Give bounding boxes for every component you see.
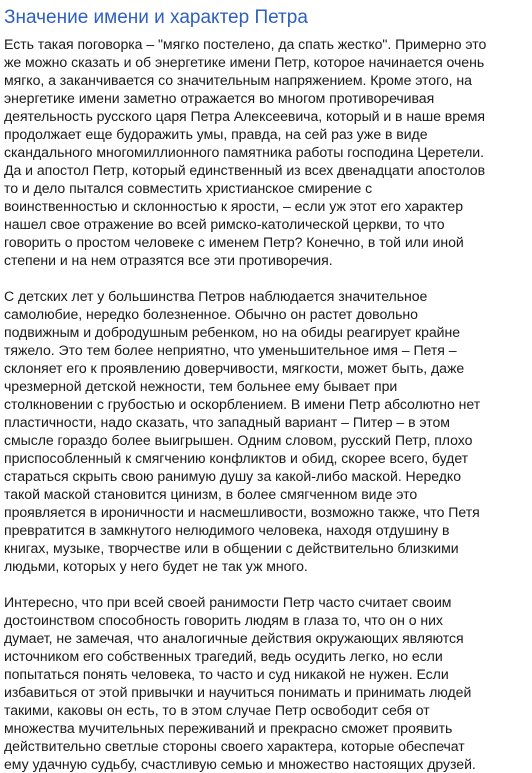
paragraph-line: воинственностью и склонностью к ярости, – если уж этот его характер [4, 198, 463, 214]
paragraph-line: приспособленный к смягчению конфликтов и обид, скорее всего, будет [4, 450, 469, 466]
paragraph-line: Да и апостол Петр, который единственный из всех двенадцати апостолов [4, 162, 486, 178]
paragraph-line: подвижным и добродушным ребенком, но на обиды реагирует крайне [4, 324, 461, 340]
article [4, 6, 526, 773]
paragraph-line: книгах, музыке, творчестве или в общении с действительно близкими [4, 540, 459, 556]
paragraph-line: энергетике имени заметно отражается во многом противоречивая [4, 90, 435, 106]
paragraph-line: действительно светлые стороны своего характера, которые обеспечат [4, 738, 465, 754]
paragraph-line: степени и на нем отразятся все эти противоречия. [4, 252, 333, 268]
paragraph-line: источником его собственных трагедий, ведь осудить легко, но если [4, 648, 443, 664]
paragraph-line: людьми, которых у него будет не так уж много. [4, 558, 308, 574]
paragraph-line: пластичности, надо сказать, что западный вариант – Питер – в этом [4, 414, 450, 430]
paragraph-line: попытаться понять человека, то часто и суд никакой не нужен. Если [4, 666, 449, 682]
paragraph-line: С детских лет у большинства Петров наблюдается значительное [4, 288, 428, 304]
paragraph-line: продолжает еще будоражить умы, правда, на сей раз уже в виде [4, 126, 428, 142]
paragraph-line: Интересно, что при всей своей ранимости Петр часто считает своим [4, 594, 452, 610]
article-paragraph-2 [4, 287, 526, 575]
paragraph-line: чрезмерной детской нежности, тем больнее ему бывает при [4, 378, 398, 394]
paragraph-line: такими, каковы он есть, то в этом случае Петр освободит себя от [4, 702, 430, 718]
paragraph-line: Есть такая поговорка – "мягко постелено, да спать жестко". Примерно это [4, 36, 487, 52]
paragraph-line: избавиться от этой привычки и научиться понимать и принимать людей [4, 684, 472, 700]
paragraph-line: мягко, а заканчивается со значительным напряжением. Кроме этого, на [4, 72, 472, 88]
paragraph-line: склоняет его к проявлению доверчивости, мягкости, может быть, даже [4, 360, 465, 376]
paragraph-line: смысле гораздо более выигрышен. Одним словом, русский Петр, плохо [4, 432, 473, 448]
paragraph-line: самолюбие, нередко болезненное. Обычно он растет довольно [4, 306, 418, 322]
paragraph-line: деятельность русского царя Петра Алексеевича, который и в наше время [4, 108, 485, 124]
paragraph-line: множества мучительных переживаний и прекрасно сможет проявить [4, 720, 453, 736]
article-title: Значение имени и характер Петра [4, 7, 308, 28]
paragraph-line: говорить о простом человеке с именем Петр? Конечно, в той или иной [4, 234, 464, 250]
paragraph-line: достоинством способность говорить людям в глаза то, что он о них [4, 612, 443, 628]
paragraph-line: проявляется в ироничности и насмешливости, возможно также, что Петя [4, 504, 480, 520]
paragraph-line: скандального многомиллионного памятника работы господина Церетели. [4, 144, 484, 160]
paragraph-line: стараться скрыть свою ранимую душу за какой-либо маской. Нередко [4, 468, 461, 484]
paragraph-line: думает, не замечая, что аналогичные действия окружающих являются [4, 630, 464, 646]
paragraph-line: тяжело. Это тем более неприятно, что уменьшительное имя – Петя – [4, 342, 457, 358]
paragraph-line: же можно сказать и об энергетике имени Петр, которое начинается очень [4, 54, 485, 70]
paragraph-line: то и дело пытался совместить христианское смирение с [4, 180, 373, 196]
paragraph-line: нашел свое отражение во всей римско-католической церкви, то что [4, 216, 445, 232]
paragraph-line: превратится в замкнутого нелюдимого человека, находя отдушину в [4, 522, 450, 538]
paragraph-line: такой маской становится цинизм, в более смягченном виде это [4, 486, 418, 502]
paragraph-line: ему удачную судьбу, счастливую семью и множество настоящих друзей. [4, 756, 476, 772]
paragraph-line: столкновении с грубостью и оскорблением. В имени Петр абсолютно нет [4, 396, 481, 412]
article-paragraph-3 [4, 593, 526, 773]
article-paragraph-1 [4, 35, 526, 269]
